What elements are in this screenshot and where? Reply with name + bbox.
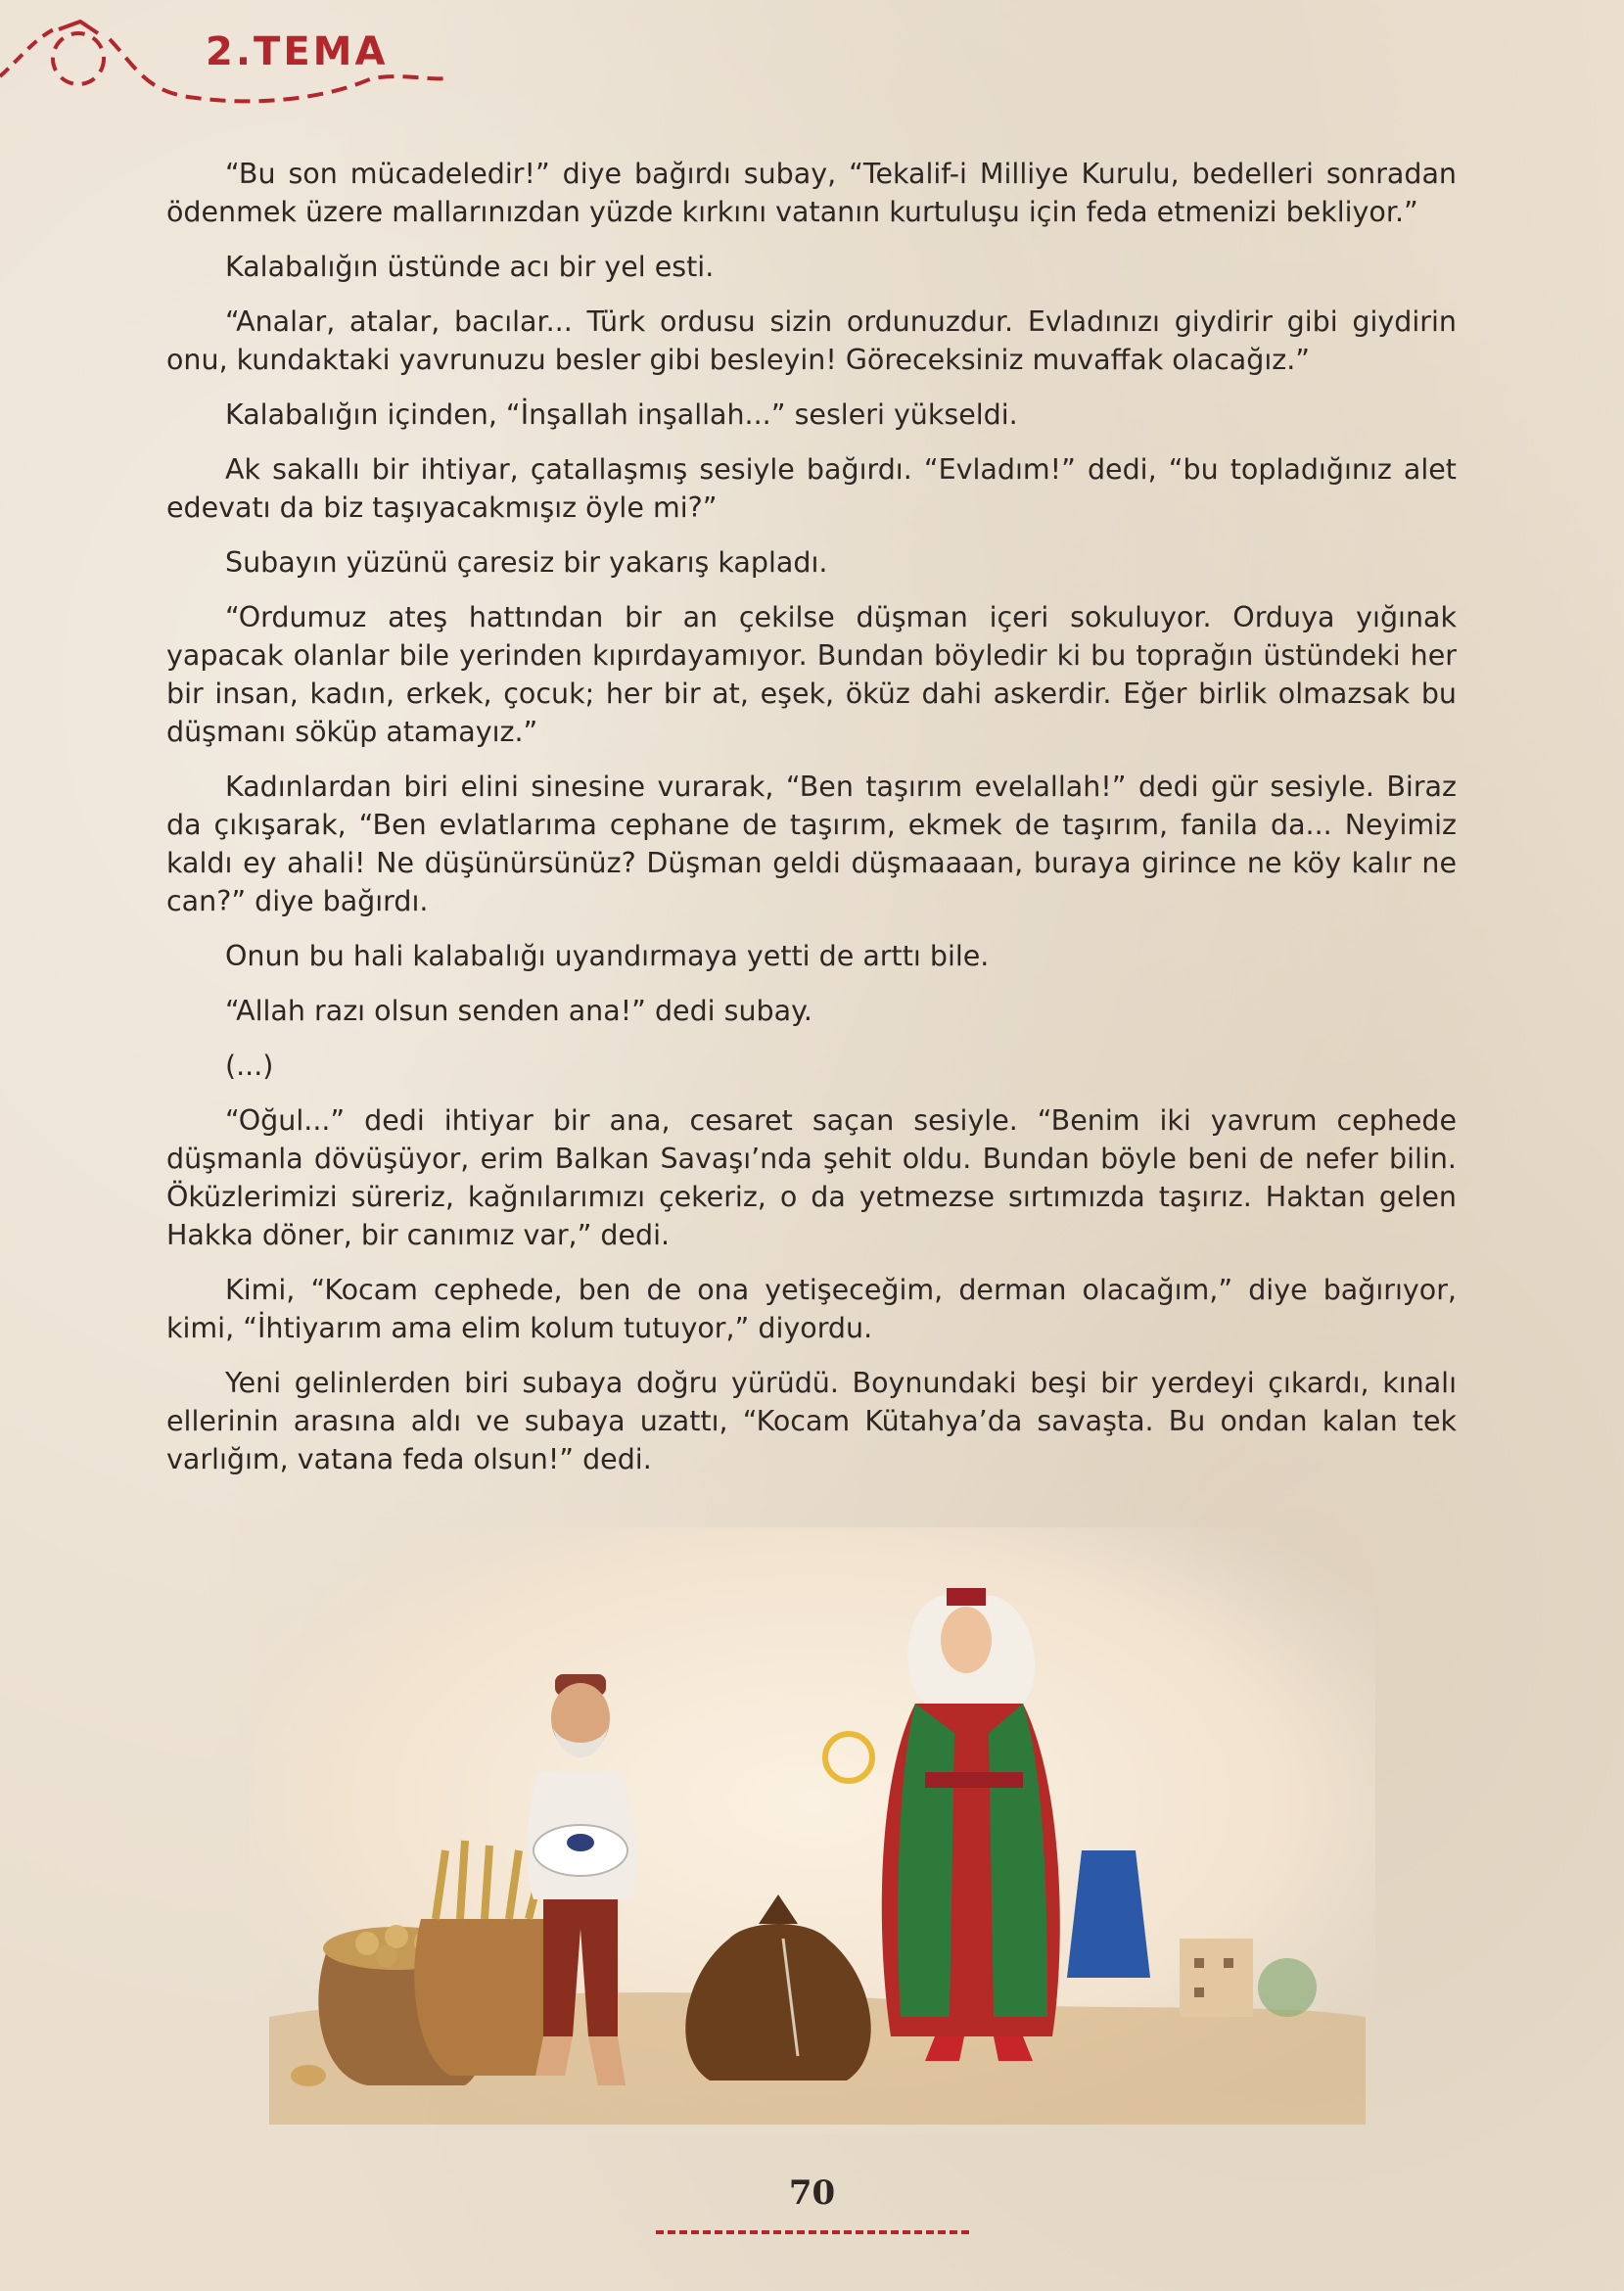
paragraph: Kimi, “Kocam cephede, ben de ona yetişeceğim, derman olacağım,” diye bağırıyor, kimi, “İhtiyarım ama elim kolum tutuyor,” diyordu. [166, 1274, 1457, 1344]
paragraph: Kalabalığın üstünde acı bir yel esti. [225, 251, 715, 283]
paragraph: Subayın yüzünü çaresiz bir yakarış kapladı. [225, 546, 828, 579]
paragraph: Kalabalığın içinden, “İnşallah inşallah...” sesleri yükseldi. [225, 398, 1018, 431]
paragraph: Onun bu hali kalabalığı uyandırmaya yetti de arttı bile. [225, 940, 990, 972]
chapter-title: 2.TEMA [206, 29, 389, 74]
paragraph: Yeni gelinlerden biri subaya doğru yürüdü. Boynundaki beşi bir yerdeyi çıkardı, kınalı ellerinin arasına aldı ve subaya uzattı, “Kocam Kütahya’da savaşta. Bu ondan kalan tek varlığım, vatana feda olsun!” dedi. [166, 1367, 1457, 1475]
paragraph: (...) [225, 1050, 274, 1082]
page-number: 70 [788, 2174, 836, 2213]
paragraph: “Analar, atalar, bacılar... Türk ordusu sizin ordunuzdur. Evladınızı giydirir gibi giydirin onu, kundaktaki yavrunuzu besler gibi besleyin! Göreceksiniz muvaffak olacağız.” [166, 305, 1457, 376]
paragraph: “Allah razı olsun senden ana!” dedi subay. [225, 995, 812, 1027]
paragraph: Ak sakallı bir ihtiyar, çatallaşmış sesiyle bağırdı. “Evladım!” dedi, “bu topladığınız alet edevatı da biz taşıyacakmışız öyle mi?” [166, 453, 1457, 524]
footer-divider [656, 2230, 969, 2234]
paragraph: “Oğul...” dedi ihtiyar bir ana, cesaret saçan sesiyle. “Benim iki yavrum cephede düşmanla dövüşüyor, erim Balkan Savaşı’nda şehit oldu. Bundan böyle beni de nefer bilin. Öküzlerimizi süreriz, kağnılarımızı çekeriz, o da yetmezse sırtımızda taşırız. Haktan gelen Hakka döner, bir canımız var,” dedi. [166, 1104, 1457, 1251]
paragraph: “Ordumuz ateş hattından bir an çekilse düşman içeri sokuluyor. Orduya yığınak yapacak olanlar bile yerinden kıpırdayamıyor. Bundan böyledir ki bu toprağın üstündeki her bir insan, kadın, erkek, çocuk; her bir at, eşek, öküz dahi askerdir. Eğer birlik olmazsak bu düşmanı söküp atamayız.” [166, 601, 1457, 748]
paragraph: Kadınlardan biri elini sinesine vurarak, “Ben taşırım evelallah!” dedi gür sesiyle. Biraz da çıkışarak, “Ben evlatlarıma cephane de taşırım, ekmek de taşırım, fanila da... Neyimiz kaldı ey ahali! Ne düşünürsünüz? Düşman geldi düşmaaaan, buraya girince ne köy kalır ne can?” diye bağırdı. [166, 771, 1457, 917]
paragraph: “Bu son mücadeledir!” diye bağırdı subay, “Tekalif-i Milliye Kurulu, bedelleri sonradan ödenmek üzere mallarınızdan yüzde kırkını vatanın kurtuluşu için feda etmenizi bekliyor.” [166, 158, 1457, 228]
story-text [166, 155, 1457, 1495]
chapter-header [0, 0, 450, 127]
story-illustration [250, 1527, 1375, 2134]
